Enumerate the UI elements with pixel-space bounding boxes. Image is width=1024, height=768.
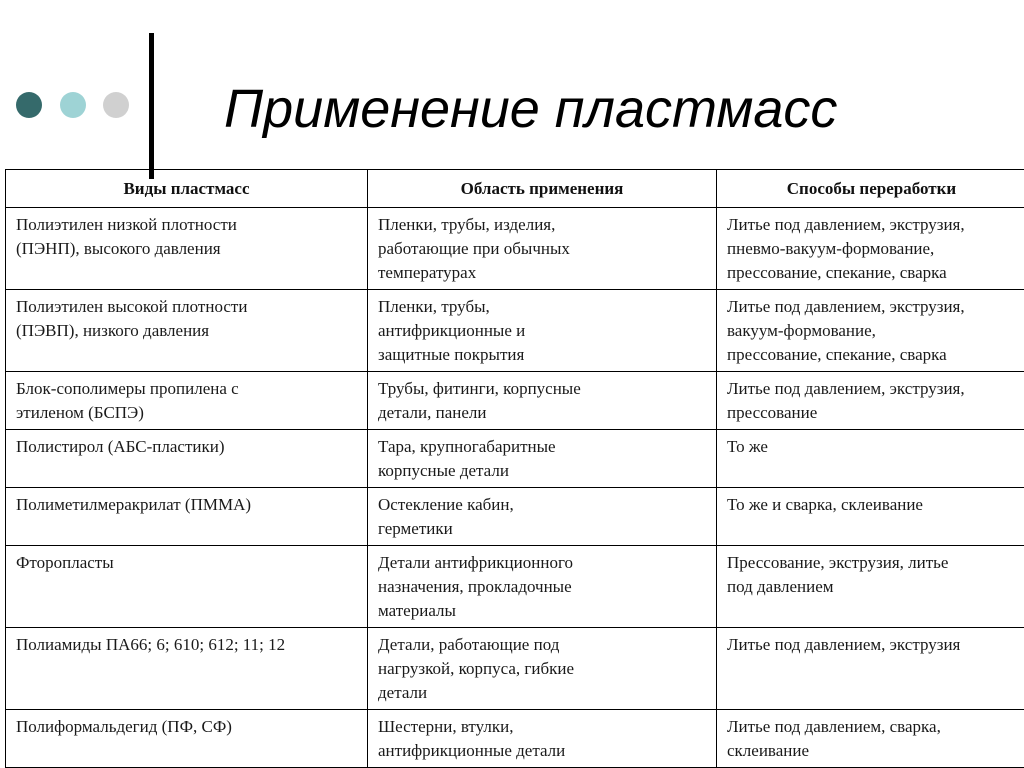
table-header-row <box>6 170 1024 208</box>
application-cell: Детали, работающие под нагрузкой, корпуса, гибкие детали <box>368 628 717 710</box>
table-row <box>6 430 1024 488</box>
plastic-type-cell: Полиметилмеракрилат (ПММА) <box>6 488 368 546</box>
plastic-type-cell: Фторопласты <box>6 546 368 628</box>
dark-teal-dot <box>16 92 42 118</box>
header-processing-methods: Способы переработки <box>717 170 1024 208</box>
plastic-type-cell: Блок-сополимеры пропилена с этиленом (БСПЭ) <box>6 372 368 430</box>
processing-cell: Литье под давлением, экструзия, прессование <box>717 372 1024 430</box>
header-application-area: Область применения <box>368 170 717 208</box>
application-cell: Пленки, трубы, антифрикционные и защитные покрытия <box>368 290 717 372</box>
gray-dot <box>103 92 129 118</box>
header-plastic-types: Виды пластмасс <box>6 170 368 208</box>
plastic-type-cell: Полиамиды ПА66; 6; 610; 612; 11; 12 <box>6 628 368 710</box>
application-cell: Остекление кабин, герметики <box>368 488 717 546</box>
light-teal-dot <box>60 92 86 118</box>
processing-cell: То же и сварка, склеивание <box>717 488 1024 546</box>
plastic-type-cell: Полиэтилен высокой плотности (ПЭВП), низкого давления <box>6 290 368 372</box>
application-cell: Детали антифрикционного назначения, прокладочные материалы <box>368 546 717 628</box>
processing-cell: Литье под давлением, экструзия, пневмо-вакуум-формование, прессование, спекание, сварка <box>717 208 1024 290</box>
slide-title: Применение пластмасс <box>224 74 837 144</box>
processing-cell: То же <box>717 430 1024 488</box>
processing-cell: Прессование, экструзия, литье под давлением <box>717 546 1024 628</box>
plastic-type-cell: Полиформальдегид (ПФ, СФ) <box>6 710 368 768</box>
table-row <box>6 710 1024 768</box>
processing-cell: Литье под давлением, экструзия <box>717 628 1024 710</box>
application-cell: Тара, крупногабаритные корпусные детали <box>368 430 717 488</box>
title-divider <box>149 33 154 179</box>
application-cell: Трубы, фитинги, корпусные детали, панели <box>368 372 717 430</box>
plastic-type-cell: Полиэтилен низкой плотности (ПЭНП), высокого давления <box>6 208 368 290</box>
processing-cell: Литье под давлением, экструзия, вакуум-формование, прессование, спекание, сварка <box>717 290 1024 372</box>
application-cell: Шестерни, втулки, антифрикционные детали <box>368 710 717 768</box>
plastics-table <box>5 169 1024 768</box>
plastic-type-cell: Полистирол (АБС-пластики) <box>6 430 368 488</box>
table-row <box>6 546 1024 628</box>
table-row <box>6 290 1024 372</box>
table-row <box>6 488 1024 546</box>
table-row <box>6 372 1024 430</box>
processing-cell: Литье под давлением, сварка, склеивание <box>717 710 1024 768</box>
table-row <box>6 628 1024 710</box>
application-cell: Пленки, трубы, изделия, работающие при обычных температурах <box>368 208 717 290</box>
table-row <box>6 208 1024 290</box>
